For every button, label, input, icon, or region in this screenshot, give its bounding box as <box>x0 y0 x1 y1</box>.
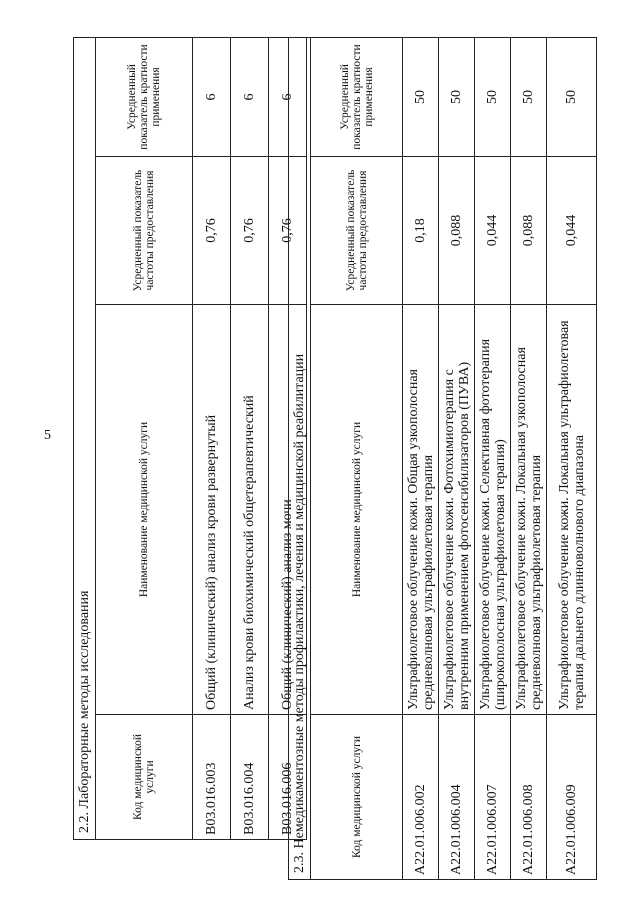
table-row <box>193 37 231 839</box>
header-code: Код медицинской услуги <box>311 715 403 880</box>
service-name: Ультрафиолетовое облучение кожи. Селективная фототерапия (широкополосная ультрафиолетовая терапия) <box>475 305 511 715</box>
multiplicity-value: 50 <box>547 37 597 156</box>
page-number: 5 <box>44 428 51 443</box>
service-code: A22.01.006.002 <box>403 715 439 880</box>
table-row <box>547 37 597 879</box>
header-frequency: Усредненный показатель частоты предоставления <box>311 157 403 305</box>
multiplicity-value: 6 <box>193 37 231 156</box>
multiplicity-value: 50 <box>511 37 547 156</box>
service-code: B03.016.003 <box>193 715 231 840</box>
table-row <box>475 37 511 879</box>
non-drug-methods-table <box>288 37 597 880</box>
service-code: B03.016.006 <box>269 715 307 840</box>
frequency-value: 0,76 <box>231 157 269 305</box>
frequency-value: 0,088 <box>511 157 547 305</box>
frequency-value: 0,76 <box>193 157 231 305</box>
service-code: A22.01.006.009 <box>547 715 597 880</box>
header-frequency: Усредненный показатель частоты предоставления <box>96 157 193 305</box>
multiplicity-value: 50 <box>439 37 475 156</box>
multiplicity-value: 50 <box>403 37 439 156</box>
table-row <box>439 37 475 879</box>
header-code: Код медицинской услуги <box>96 715 193 840</box>
service-code: A22.01.006.004 <box>439 715 475 880</box>
service-code: A22.01.006.007 <box>475 715 511 880</box>
service-code: B03.016.004 <box>231 715 269 840</box>
frequency-value: 0,088 <box>439 157 475 305</box>
service-name: Ультрафиолетовое облучение кожи. Общая узкополосная средневолновая ультрафиолетовая терапия <box>403 305 439 715</box>
lab-methods-table <box>73 37 307 840</box>
section-caption: 2.3. Немедикаментозные методы профилактики, лечения и медицинской реабилитации <box>289 37 311 879</box>
section-caption: 2.2. Лабораторные методы исследования <box>74 37 96 839</box>
header-name: Наименование медицинской услуги <box>96 305 193 715</box>
service-name: Ультрафиолетовое облучение кожи. Локальная ультрафиолетовая терапия дальнего длинноволнового диапазона <box>547 305 597 715</box>
header-multiplicity: Усредненный показатель кратности применения <box>96 37 193 156</box>
service-name: Анализ крови биохимический общетерапевтический <box>231 305 269 715</box>
service-name: Общий (клинический) анализ мочи <box>269 305 307 715</box>
header-multiplicity: Усредненный показатель кратности применения <box>311 37 403 156</box>
service-name: Ультрафиолетовое облучение кожи. Фотохимиотерапия с внутренним применением фотосенсибилизаторов (ПУВА) <box>439 305 475 715</box>
table-row <box>231 37 269 839</box>
header-name: Наименование медицинской услуги <box>311 305 403 715</box>
frequency-value: 0,044 <box>475 157 511 305</box>
frequency-value: 0,18 <box>403 157 439 305</box>
table-row <box>511 37 547 879</box>
multiplicity-value: 6 <box>269 37 307 156</box>
frequency-value: 0,044 <box>547 157 597 305</box>
service-name: Общий (клинический) анализ крови развернутый <box>193 305 231 715</box>
frequency-value: 0,76 <box>269 157 307 305</box>
table-row <box>403 37 439 879</box>
service-code: A22.01.006.008 <box>511 715 547 880</box>
multiplicity-value: 6 <box>231 37 269 156</box>
multiplicity-value: 50 <box>475 37 511 156</box>
service-name: Ультрафиолетовое облучение кожи. Локальная узкополосная средневолновая ультрафиолетовая терапия <box>511 305 547 715</box>
